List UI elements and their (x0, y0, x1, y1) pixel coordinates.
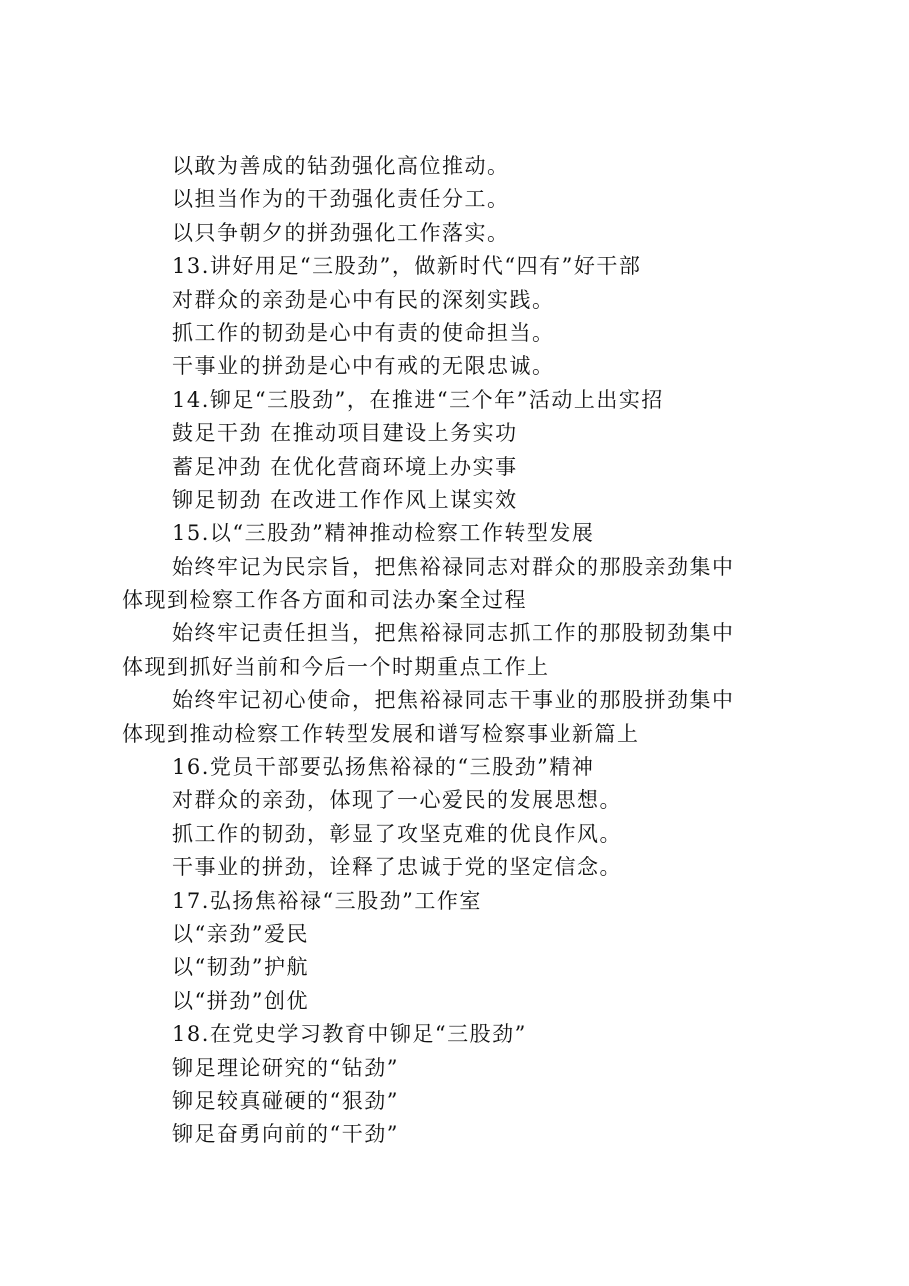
paragraph-line: 铆足理论研究的“钻劲” (172, 1055, 399, 1080)
paragraph-line: 16.党员干部要弘扬焦裕禄的“三股劲”精神 (172, 755, 595, 780)
paragraph-line: 17.弘扬焦裕禄“三股劲”工作室 (172, 888, 482, 913)
paragraph-line: 对群众的亲劲是心中有民的深刻实践。 (172, 287, 555, 312)
paragraph-line: 18.在党史学习教育中铆足“三股劲” (172, 1022, 527, 1047)
paragraph-continuation-line: 体现到检察工作各方面和司法办案全过程 (122, 588, 527, 613)
paragraph-line: 以敢为善成的钻劲强化高位推动。 (172, 154, 510, 178)
paragraph-line: 抓工作的韧劲是心中有责的使命担当。 (172, 320, 555, 345)
paragraph-line: 铆足较真碰硬的“狠劲” (172, 1088, 399, 1113)
document-body (122, 150, 802, 1152)
paragraph-line: 14.铆足“三股劲”，在推进“三个年”活动上出实招 (172, 387, 664, 412)
paragraph-line: 干事业的拼劲，诠释了忠诚于党的坚定信念。 (172, 855, 622, 880)
paragraph-line: 铆足韧劲 在改进工作作风上谋实效 (172, 487, 518, 512)
paragraph-line: 对群众的亲劲，体现了一心爱民的发展思想。 (172, 788, 622, 813)
paragraph-line: 铆足奋勇向前的“干劲” (172, 1122, 399, 1147)
paragraph-line: 以“拼劲”创优 (172, 988, 309, 1013)
paragraph-line: 以“韧劲”护航 (172, 955, 309, 980)
paragraph-line: 以“亲劲”爱民 (172, 921, 309, 946)
paragraph-line: 始终牢记初心使命，把焦裕禄同志干事业的那股拼劲集中 (172, 688, 735, 713)
paragraph-line: 蓄足冲劲 在优化营商环境上办实事 (172, 454, 518, 479)
paragraph-line: 鼓足干劲 在推动项目建设上务实功 (172, 421, 518, 446)
paragraph-line: 抓工作的韧劲，彰显了攻坚克难的优良作风。 (172, 821, 622, 846)
paragraph-line: 干事业的拼劲是心中有戒的无限忠诚。 (172, 354, 555, 379)
paragraph-line: 13.讲好用足“三股劲”，做新时代“四有”好干部 (172, 254, 642, 279)
paragraph-continuation-line: 体现到推动检察工作转型发展和谱写检察事业新篇上 (122, 721, 640, 746)
paragraph-line: 15.以“三股劲”精神推动检察工作转型发展 (172, 521, 595, 546)
paragraph-line: 以只争朝夕的拼劲强化工作落实。 (172, 220, 510, 245)
paragraph-line: 始终牢记责任担当，把焦裕禄同志抓工作的那股韧劲集中 (172, 621, 735, 646)
paragraph-continuation-line: 体现到抓好当前和今后一个时期重点工作上 (122, 654, 550, 679)
paragraph-line: 始终牢记为民宗旨，把焦裕禄同志对群众的那股亲劲集中 (172, 554, 735, 579)
paragraph-line: 以担当作为的干劲强化责任分工。 (172, 187, 510, 212)
